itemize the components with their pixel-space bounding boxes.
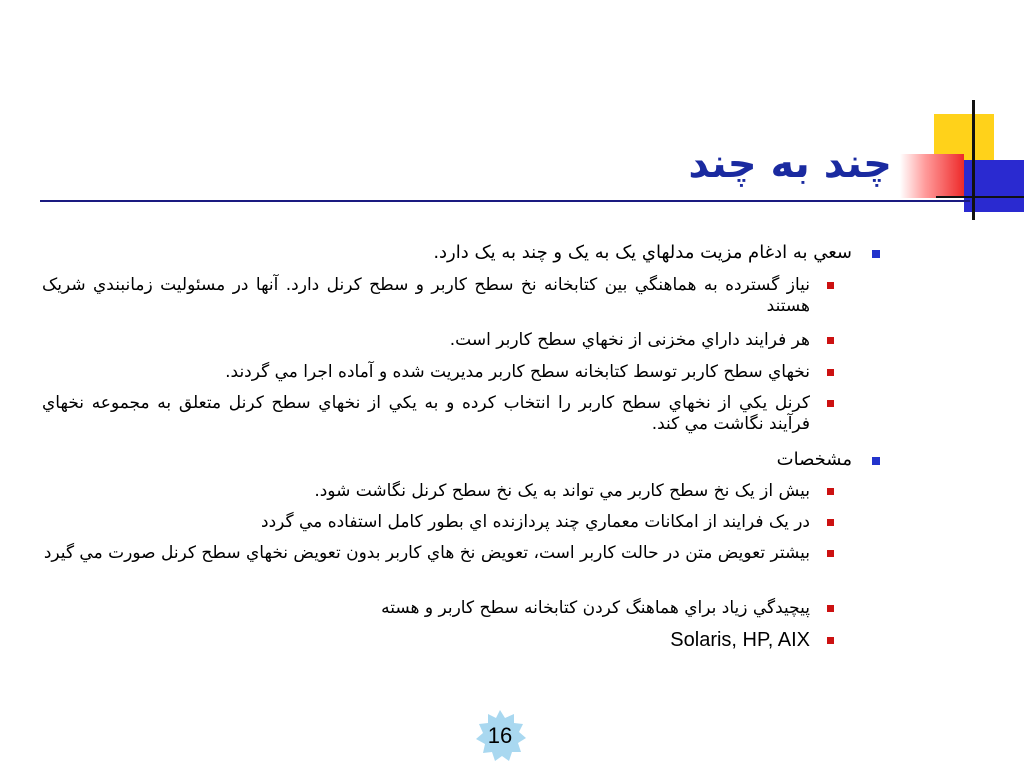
page-number: 16 <box>487 723 513 748</box>
sub-bullet-text: پيچيدگي زياد براي هماهنگ کردن کتابخانه سطح کاربر و هسته <box>381 598 810 618</box>
bullet-item <box>433 242 852 264</box>
sub-bullet-text: بيشتر تعويض متن در حالت کاربر است، تعويض نخ هاي کاربر بدون تعويض نخهاي سطح کرنل صورت مي گيرد <box>43 543 810 563</box>
sub-bullet-text: نخهاي سطح کاربر توسط کتابخانه سطح کاربر مديريت شده و آماده اجرا مي گردند. <box>225 362 810 382</box>
sub-bullet-text: Solaris, HP, AIX <box>670 629 810 651</box>
slide-title: چند به چند <box>688 141 892 187</box>
deco-vertical-line <box>972 100 975 220</box>
sub-bullet-item <box>42 543 810 564</box>
sub-bullet-item <box>42 393 810 435</box>
sub-bullet-item <box>42 275 810 317</box>
bullet-icon <box>872 457 880 465</box>
sub-bullet-icon <box>827 519 834 526</box>
sub-bullet-text: هر فرايند داراي مخزنی از نخهاي سطح کاربر است. <box>449 330 810 350</box>
sub-bullet-icon <box>827 282 834 289</box>
corner-decoration <box>900 100 1024 220</box>
sub-bullet-item <box>42 512 810 533</box>
deco-red-gradient <box>900 154 964 198</box>
deco-horizontal-line <box>936 196 1024 198</box>
sub-bullet-icon <box>827 337 834 344</box>
sub-bullet-item <box>42 330 810 351</box>
bullet-item <box>777 449 852 471</box>
bullet-text: سعي به ادغام مزيت مدلهاي يک به يک و چند به يک دارد. <box>433 242 852 263</box>
sub-bullet-icon <box>827 400 834 407</box>
sub-bullet-item <box>42 628 810 652</box>
bullet-text: مشخصات <box>776 449 852 470</box>
title-underline <box>40 200 970 202</box>
sub-bullet-item <box>42 598 810 619</box>
sub-bullet-icon <box>827 488 834 495</box>
bullet-icon <box>872 250 880 258</box>
sub-bullet-item <box>42 362 810 383</box>
sub-bullet-text: در يک فرايند از امکانات معماري چند پردازنده اي بطور کامل استفاده مي گردد <box>261 512 810 532</box>
sub-bullet-icon <box>827 637 834 644</box>
sub-bullet-text: بيش از يک نخ سطح کاربر مي تواند به يک نخ سطح کرنل نگاشت شود. <box>314 481 810 501</box>
sub-bullet-text: کرنل يکي از نخهاي سطح کاربر را انتخاب کرده و به يکي از نخهاي سطح کرنل متعلق به مجموعه نخهاي فرآيند نگاشت مي کند. <box>42 393 810 434</box>
sub-bullet-icon <box>827 369 834 376</box>
sub-bullet-item <box>42 481 810 502</box>
sub-bullet-icon <box>827 605 834 612</box>
sub-bullet-icon <box>827 550 834 557</box>
sub-bullet-text: نياز گسترده به هماهنگي بين کتابخانه نخ سطح کاربر و سطح کرنل دارد. آنها در مسئوليت زمانبندي شريک هستند <box>42 275 810 316</box>
